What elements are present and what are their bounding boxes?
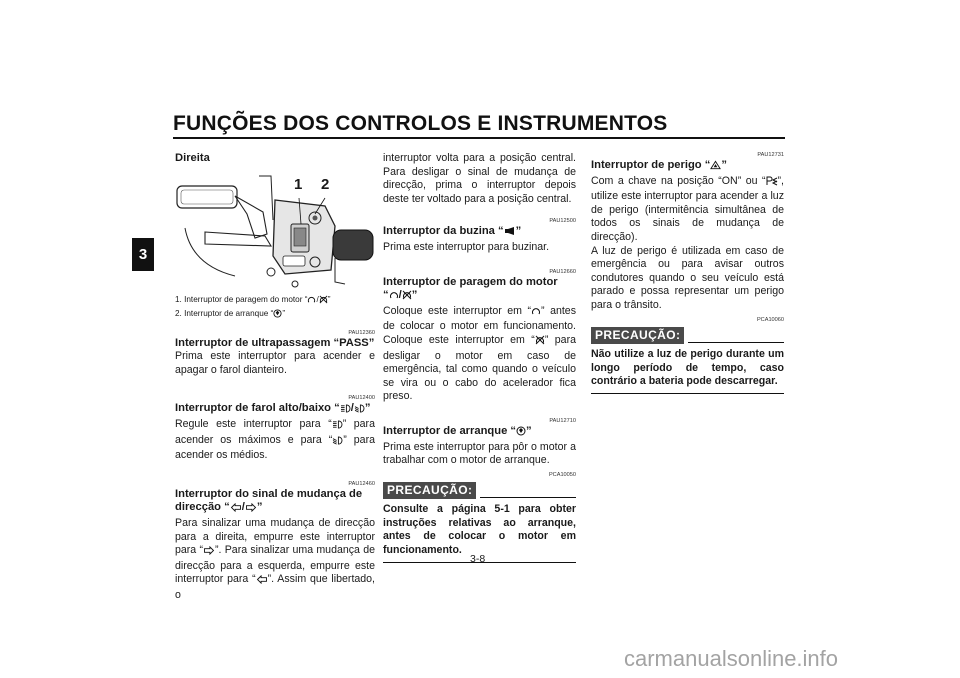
caution-text-1: Consulte a página 5-1 para obter instruções relativas ao arranque, antes de colocar o motor em funcionamento.: [383, 503, 576, 562]
ref-code-turn: PAU12460: [348, 480, 375, 487]
hazard-switch-text-2: A luz de perigo é utilizada em caso de emergência ou para avisar outros condutores quando o seu veículo está parado e possa representar um perigo para o trânsito.: [591, 244, 784, 311]
start-switch-text: Prima este interruptor para pôr o motor a trabalhar com o motor de arranque.: [383, 440, 576, 467]
column-2: [383, 152, 576, 563]
stop-switch-title: Interruptor de paragem do motor: [383, 275, 558, 288]
low-beam-icon: [332, 436, 343, 450]
illustration-captions: [175, 294, 375, 322]
run-icon: [531, 306, 541, 321]
start-switch-title: Interruptor de arranque “ ”: [383, 425, 576, 441]
watermark: carmanualsonline.info: [624, 646, 839, 671]
run-icon: [307, 295, 316, 308]
ref-code-hazard: PAU12731: [757, 152, 784, 158]
caution-rule: [480, 497, 576, 498]
caption-1: 1. Interruptor de paragem do motor “ / ”: [175, 294, 375, 308]
ref-code-caution-1: PCA10050: [548, 471, 576, 478]
ref-code-start: PAU12710: [549, 417, 576, 424]
turn-left-icon: [256, 575, 268, 589]
hazard-icon: [710, 160, 721, 175]
run-icon: [389, 290, 399, 305]
stop-switch-title-icons: “ / ”: [383, 289, 576, 305]
turn-switch-title: Interruptor do sinal de mudança de direcção “ / ”: [175, 488, 375, 517]
page-title: FUNÇÕES DOS CONTROLOS E INSTRUMENTOS: [173, 112, 668, 135]
ref-code-stop: PAU12660: [549, 268, 576, 275]
callout-1: 1: [294, 175, 303, 193]
stop-switch-text: Coloque este interruptor em “ ” antes de colocar o motor em funcionamento. Coloque este interruptor em “ ” para desligar o motor em caso de emergência, tal como quando o veículo se vira ou o cabo do acelerador fica preso.: [383, 304, 576, 403]
column-3: [591, 152, 784, 394]
caution-label: PRECAUÇÃO:: [383, 482, 476, 500]
page-number: 3-8: [470, 553, 486, 565]
pass-switch-text: Prima este interruptor para acender e apagar o farol dianteiro.: [175, 350, 375, 376]
turn-switch-text: Para sinalizar uma mudança de direcção para a direita, empurre este interruptor para “ ”. Para sinalizar uma mudança de direcção para a esquerda, empurre este interruptor para “ ”. Assim que libertado, o: [175, 516, 376, 601]
callout-2: 2: [321, 175, 330, 193]
turn-switch-text-continued: interruptor volta para a posição central. Para desligar o sinal de mudança de direcção, prima o interruptor depois deste ter voltado para a posição central.: [383, 152, 576, 205]
ref-code-caution-2: PCA10060: [756, 316, 784, 323]
caution-banner-2: [591, 327, 784, 345]
ref-code-pass: PAU12360: [348, 329, 375, 336]
beam-switch-title: Interruptor de farol alto/baixo “ / ”: [175, 402, 375, 418]
hazard-switch-text: Com a chave na posição “ON” ou “ ”, utilize este interruptor para acender a luz de perigo (intermitência simultânea de todos os sinais de mudança de direcção).: [591, 174, 784, 243]
caution-rule: [688, 342, 784, 343]
stop-icon: [319, 295, 328, 308]
column-1: [175, 152, 375, 603]
section-heading-right: Direita: [175, 152, 210, 164]
stop-icon: [402, 290, 412, 305]
low-beam-icon: [354, 404, 365, 418]
turn-left-icon: [230, 503, 242, 517]
parking-icon: [766, 176, 778, 191]
ref-code-beam: PAU12400: [348, 395, 375, 402]
hazard-switch-title: Interruptor de perigo “ ”: [591, 159, 784, 175]
header-rule: [173, 137, 785, 139]
caption-2: 2. Interruptor de arranque “ ”: [175, 308, 375, 322]
turn-right-icon: [245, 503, 257, 517]
handlebar-switch-illustration: [175, 172, 375, 290]
horn-switch-title: Interruptor da buzina “ ”: [383, 225, 576, 241]
caution-banner-1: [383, 482, 576, 500]
caution-text-2: Não utilize a luz de perigo durante um longo período de tempo, caso contrário a bateria pode descarregar.: [591, 348, 784, 394]
start-icon: [273, 309, 282, 322]
chapter-tab: 3: [132, 238, 154, 271]
caution-label: PRECAUÇÃO:: [591, 327, 684, 345]
horn-switch-text: Prima este interruptor para buzinar.: [383, 240, 550, 253]
pass-switch-title: Interruptor de ultrapassagem “PASS”: [175, 336, 375, 349]
turn-right-icon: [203, 546, 215, 560]
high-beam-icon: [332, 420, 343, 434]
stop-icon: [535, 335, 545, 350]
beam-switch-text: Regule este interruptor para “ ” para acender os máximos e para “ ” para acender os médios.: [175, 417, 375, 462]
switch-drawing: [175, 172, 375, 290]
high-beam-icon: [340, 404, 351, 418]
ref-code-horn: PAU12500: [549, 218, 576, 225]
horn-icon: [504, 226, 516, 241]
start-icon: [516, 426, 526, 441]
